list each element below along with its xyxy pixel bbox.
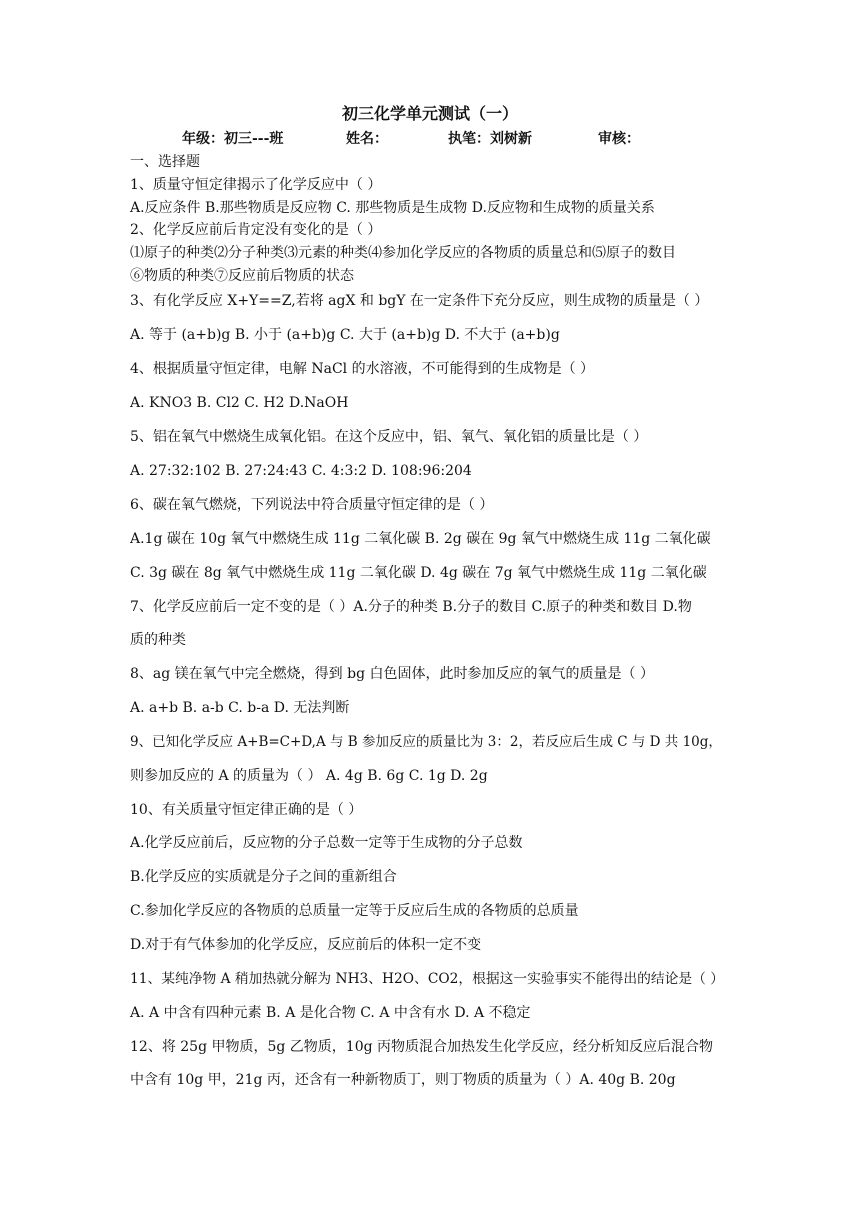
question-line: A. A 中含有四种元素 B. A 是化合物 C. A 中含有水 D. A 不稳定 xyxy=(130,1005,531,1021)
question-line: 2、化学反应前后肯定没有变化的是（ ） xyxy=(130,222,382,238)
question-line: 6、碳在氧气燃烧，下列说法中符合质量守恒定律的是（ ） xyxy=(130,497,494,513)
question-line: 4、根据质量守恒定律，电解 NaCl 的水溶液，不可能得到的生成物是（ ） xyxy=(130,361,595,377)
question-line: A. 27:32:102 B. 27:24:43 C. 4:3:2 D. 108:96:204 xyxy=(130,463,472,479)
question-line: A. a+b B. a-b C. b-a D. 无法判断 xyxy=(130,700,350,716)
name-field: 姓名： xyxy=(346,131,388,147)
question-line: C. 3g 碳在 8g 氧气中燃烧生成 11g 二氧化碳 D. 4g 碳在 7g 氧气中燃烧生成 11g 二氧化碳 xyxy=(130,565,707,581)
question-line: A. 等于 (a+b)g B. 小于 (a+b)g C. 大于 (a+b)g D. 不大于 (a+b)g xyxy=(130,327,560,343)
question-line: 5、铝在氧气中燃烧生成氧化铝。在这个反应中，铝、氧气、氧化铝的质量比是（ ） xyxy=(130,429,648,445)
question-line: A.化学反应前后，反应物的分子总数一定等于生成物的分子总数 xyxy=(130,835,523,851)
question-line: 7、化学反应前后一定不变的是（ ）A.分子的种类 B.分子的数目 C.原子的种类和数目 D.物 xyxy=(130,599,692,615)
author-field: 执笔：刘树新 xyxy=(448,131,532,147)
question-line: 10、有关质量守恒定律正确的是（ ） xyxy=(130,802,363,818)
question-line: A. KNO3 B. Cl2 C. H2 D.NaOH xyxy=(130,395,349,411)
question-line: A.反应条件 B.那些物质是反应物 C. 那些物质是生成物 D.反应物和生成物的质量关系 xyxy=(130,200,655,216)
question-line: ⑥物质的种类⑦反应前后物质的状态 xyxy=(130,268,354,284)
question-line: C.参加化学反应的各物质的总质量一定等于反应后生成的各物质的总质量 xyxy=(130,903,579,919)
review-field: 审核： xyxy=(598,131,640,147)
question-line: 质的种类 xyxy=(130,632,186,648)
grade-field: 年级：初三---班 xyxy=(182,131,284,147)
section-heading: 一、选择题 xyxy=(130,154,200,170)
question-line: B.化学反应的实质就是分子之间的重新组合 xyxy=(130,869,397,885)
question-line: 8、ag 镁在氧气中完全燃烧，得到 bg 白色固体，此时参加反应的氧气的质量是（ ） xyxy=(130,666,654,682)
question-line: ⑴原子的种类⑵分子种类⑶元素的种类⑷参加化学反应的各物质的质量总和⑸原子的数目 xyxy=(130,245,676,261)
question-line: 则参加反应的 A 的质量为（ ） A. 4g B. 6g C. 1g D. 2g xyxy=(130,768,488,784)
question-line: A.1g 碳在 10g 氧气中燃烧生成 11g 二氧化碳 B. 2g 碳在 9g 氧气中燃烧生成 11g 二氧化碳 xyxy=(130,531,711,547)
question-line: 中含有 10g 甲，21g 丙，还含有一种新物质丁，则丁物质的质量为（ ）A. 40g B. 20g xyxy=(130,1072,676,1088)
document-title: 初三化学单元测试（一） xyxy=(341,104,518,123)
question-line: 12、将 25g 甲物质，5g 乙物质，10g 丙物质混合加热发生化学反应，经分析知反应后混合物 xyxy=(130,1039,714,1055)
question-line: 1、质量守恒定律揭示了化学反应中（ ） xyxy=(130,177,382,193)
question-line: 9、已知化学反应 A+B=C+D,A 与 B 参加反应的质量比为 3：2，若反应后生成 C 与 D 共 10g， xyxy=(130,734,722,750)
question-line: 11、某纯净物 A 稍加热就分解为 NH3、H2O、CO2，根据这一实验事实不能得出的结论是（ ） xyxy=(130,971,724,987)
question-line: 3、有化学反应 X+Y==Z,若将 agX 和 bgY 在一定条件下充分反应，则生成物的质量是（ ） xyxy=(130,293,709,309)
question-line: D.对于有气体参加的化学反应，反应前后的体积一定不变 xyxy=(130,937,482,953)
